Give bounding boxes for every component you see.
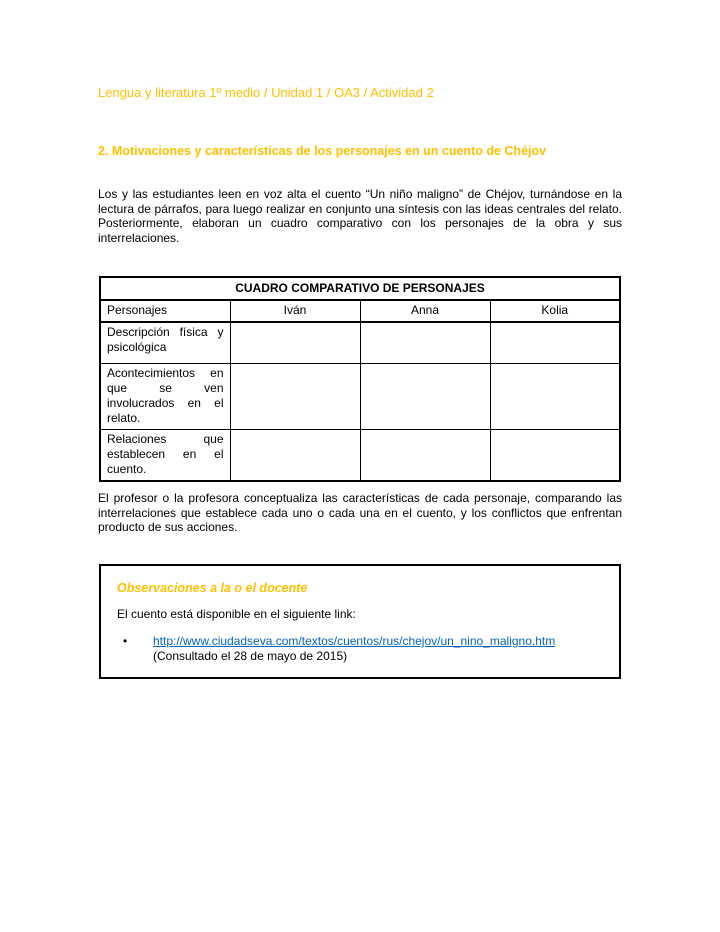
column-header-ivan: Iván — [230, 300, 360, 322]
intro-paragraph: Los y las estudiantes leen en voz alta el cuento “Un niño maligno” de Chéjov, turnándose en la lectura de párrafos, para luego realizar en conjunto una síntesis con las ideas centrales del relato. Posteriormente, elaboran un cuadro comparativo con los personajes de la obra y sus interrelaciones. — [98, 187, 622, 245]
column-header-kolia: Kolia — [490, 300, 620, 322]
row-label-relaciones: Relaciones que establecen en el cuento. — [100, 429, 230, 481]
link-consulted-note: (Consultado el 28 de mayo de 2015) — [153, 649, 348, 663]
teacher-observations-box — [99, 564, 621, 679]
table-cell-empty — [360, 363, 490, 429]
list-item — [117, 634, 603, 664]
comparative-table — [99, 276, 621, 482]
table-caption: CUADRO COMPARATIVO DE PERSONAJES — [100, 277, 620, 300]
table-cell-empty — [230, 363, 360, 429]
table-cell-empty — [230, 322, 360, 363]
story-link[interactable]: http://www.ciudadseva.com/textos/cuentos/rus/chejov/un_nino_maligno.htm — [153, 634, 556, 648]
observations-intro: El cuento está disponible en el siguiente link: — [117, 607, 356, 621]
table-cell-empty — [230, 429, 360, 481]
table-cell-empty — [490, 429, 620, 481]
table-caption-row — [100, 277, 620, 300]
table-cell-empty — [360, 322, 490, 363]
observations-title: Observaciones a la o el docente — [117, 581, 308, 595]
activity-title: 2. Motivaciones y características de los personajes en un cuento de Chéjov — [98, 144, 547, 158]
table-row — [100, 322, 620, 363]
bullet-icon: • — [123, 634, 128, 648]
row-label-descripcion: Descripción física y psicológica — [100, 322, 230, 363]
column-header-anna: Anna — [360, 300, 490, 322]
table-row — [100, 363, 620, 429]
row-label-acontecimientos: Acontecimientos en que se ven involucrados en el relato. — [100, 363, 230, 429]
column-header-personajes: Personajes — [100, 300, 230, 322]
table-row — [100, 429, 620, 481]
closing-paragraph: El profesor o la profesora conceptualiza las características de cada personaje, comparando las interrelaciones que establece cada uno o cada una en el cuento, y los conflictos que enfrentan producto de sus acciones. — [98, 491, 622, 534]
breadcrumb-header: Lengua y literatura 1º medio / Unidad 1 / OA3 / Actividad 2 — [98, 85, 434, 100]
table-header-row — [100, 300, 620, 322]
table-cell-empty — [360, 429, 490, 481]
table-cell-empty — [490, 363, 620, 429]
link-block — [153, 634, 555, 664]
table-cell-empty — [490, 322, 620, 363]
